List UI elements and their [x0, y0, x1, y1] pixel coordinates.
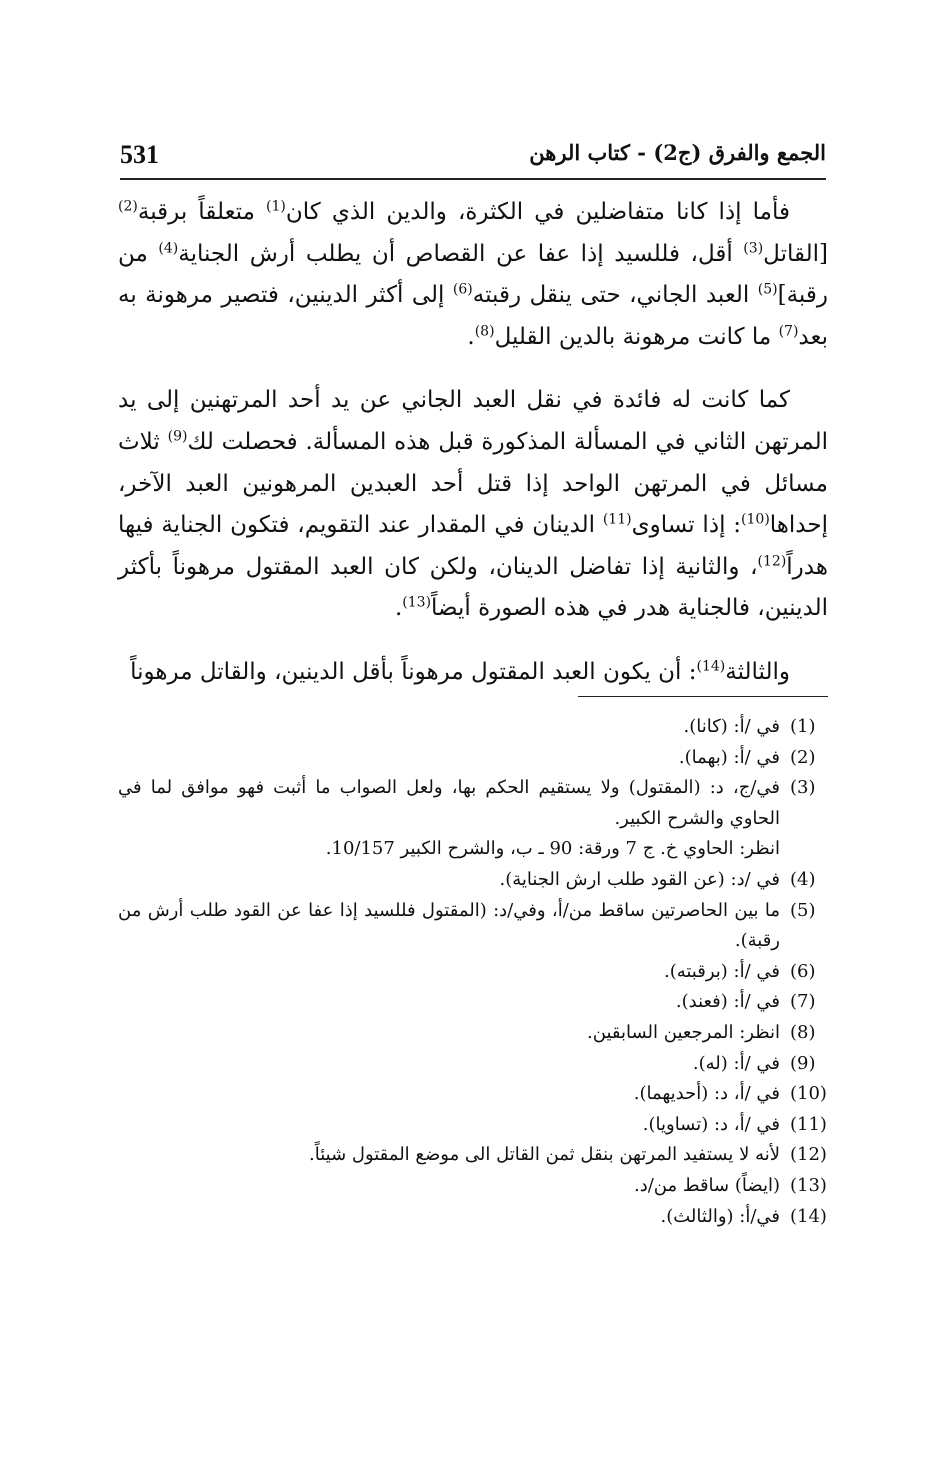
- text-run: [القاتل: [763, 240, 828, 267]
- text-run: العبد الجاني، حتى ينقل رقبته: [472, 282, 758, 309]
- text-run: ثلاث مسائل في المرتهن الواحد إذا قتل أحد العبدين المرهونين العبد الآخر، إحداها: [118, 428, 828, 539]
- footnote-text: لأنه لا يستفيد المرتهن بنقل ثمن القاتل الى موضع المقتول شيئاً.: [309, 1144, 780, 1166]
- footnote-text: في /أ: (كانا).: [683, 716, 780, 737]
- body-paragraph: [118, 652, 828, 694]
- footnote-separator: [578, 696, 828, 697]
- text-run: أقل، فللسيد إذا عفا عن القصاص أن يطلب أرش الجناية: [178, 240, 744, 267]
- body-paragraph: [118, 192, 828, 358]
- footnote-marker: (12): [757, 553, 787, 570]
- text-run: .: [467, 323, 475, 350]
- footnote: [118, 1018, 828, 1049]
- footnote: [118, 896, 828, 957]
- footnote-marker: (3): [743, 239, 764, 256]
- footnote-text: في /أ: (فعند).: [675, 991, 780, 1013]
- footnote-number: (9): [790, 1052, 816, 1074]
- footnote: [118, 957, 828, 988]
- footnote-text: ما بين الحاصرتين ساقط من/أ، وفي/د: (المقتول فللسيد إذا عفا عن القود طلب أرش من رقبة).: [118, 899, 780, 952]
- footnote-text: انظر: المرجعين السابقين.: [587, 1021, 780, 1043]
- footnote-number: (5): [790, 899, 816, 921]
- footnote-marker: (13): [402, 594, 432, 611]
- footnote-number: (11): [790, 1113, 827, 1135]
- footnote-number: (12): [790, 1144, 827, 1166]
- footnote: [118, 712, 828, 743]
- footnote-number: (13): [790, 1174, 827, 1196]
- footnote-number: (4): [790, 868, 816, 890]
- footnote: [118, 865, 828, 896]
- text-run: كما كانت له فائدة في نقل العبد الجاني عن يد أحد المرتهنين إلى يد المرتهن الثاني في المسألة المذكورة قبل هذه المسألة. فحصلت لك: [118, 387, 829, 455]
- footnote-marker: (4): [158, 239, 179, 256]
- footnote: [118, 1079, 828, 1110]
- footnote-number: (2): [790, 746, 816, 768]
- footnote: [118, 773, 828, 834]
- text-run: .: [394, 595, 403, 622]
- text-run: ما كانت مرهونة بالدين القليل: [494, 323, 779, 350]
- page-number: 531: [120, 140, 159, 169]
- footnote: [118, 743, 828, 774]
- footnote-text: في /أ: (برقبته).: [663, 960, 780, 982]
- text-run: : أن يكون العبد المقتول مرهوناً بأقل الدينين، والقاتل مرهوناً: [130, 658, 697, 685]
- footnotes: [118, 712, 828, 1232]
- footnote-number: (10): [790, 1083, 827, 1105]
- footnote-number: (8): [790, 1021, 816, 1043]
- footnote: [118, 1049, 828, 1080]
- footnote-text: في /أ: (بهما).: [678, 746, 780, 768]
- footnote: [118, 987, 828, 1018]
- body-text: [118, 192, 828, 694]
- page-header: [120, 136, 826, 180]
- footnote-text: في /أ، د: (أحديهما).: [633, 1083, 780, 1105]
- footnote-marker: (14): [696, 658, 726, 675]
- header-rule: [120, 178, 826, 180]
- text-run: الدينان في المقدار عند التقويم، فتكون الجناية فيها هدراً: [118, 512, 828, 580]
- footnote: [118, 1171, 828, 1202]
- text-run: إلى أكثر الدينين، فتصير مرهونة به بعد: [118, 282, 828, 350]
- body-paragraph: [118, 380, 828, 630]
- footnote-marker: (2): [118, 198, 138, 215]
- text-run: والثالثة: [725, 658, 790, 685]
- running-title: الجمع والفرق (ج2) - كتاب الرهن: [529, 140, 826, 165]
- footnote-text: (ايضاً) ساقط من/د.: [634, 1174, 780, 1196]
- footnote: [118, 1202, 828, 1233]
- text-run: من رقبة]: [118, 240, 828, 309]
- footnote-marker: (6): [452, 281, 473, 298]
- footnote-number: (1): [790, 716, 816, 737]
- text-run: فأما إذا كانا متفاضلين في الكثرة، والدين الذي كان: [285, 199, 790, 225]
- footnote: [118, 1140, 828, 1171]
- text-run: ، والثانية إذا تفاضل الدينان، ولكن كان العبد المقتول مرهوناً بأكثر الدينين، فالجناية هدر في هذه الصورة أيضاً: [118, 553, 828, 622]
- footnote-number: (14): [790, 1205, 827, 1227]
- footnote-marker: (8): [474, 323, 495, 340]
- footnote-text: في /أ، د: (تساويا).: [642, 1113, 780, 1135]
- footnote-marker: (5): [757, 281, 778, 298]
- footnote-marker: (1): [266, 198, 286, 215]
- footnote-marker: (10): [741, 511, 770, 528]
- footnote-number: (7): [790, 991, 816, 1013]
- footnote-text: في /د: (عن القود طلب ارش الجناية).: [499, 868, 780, 890]
- footnote: [118, 1110, 828, 1141]
- footnote-number: (3): [790, 777, 816, 799]
- footnote-marker: (9): [167, 428, 188, 445]
- footnote-text: في /أ: (له).: [692, 1052, 780, 1074]
- footnote-marker: (7): [778, 323, 799, 340]
- footnote-continuation: انظر: الحاوي خ. ج 7 ورقة: 90 ـ ب، والشرح الكبير 10/157.: [325, 838, 780, 860]
- text-run: : إذا تساوى: [631, 512, 742, 539]
- footnote-marker: (11): [602, 511, 632, 528]
- text-run: متعلقاً برقبة: [137, 199, 267, 225]
- footnote-text: في/ج، د: (المقتول) ولا يستقيم الحكم بها، ولعل الصواب ما أثبت فهو موافق لما في الحاوي والشرح الكبير.: [118, 777, 780, 829]
- footnote-number: (6): [790, 960, 816, 982]
- footnote-text: في/أ: (والثالث).: [660, 1205, 780, 1227]
